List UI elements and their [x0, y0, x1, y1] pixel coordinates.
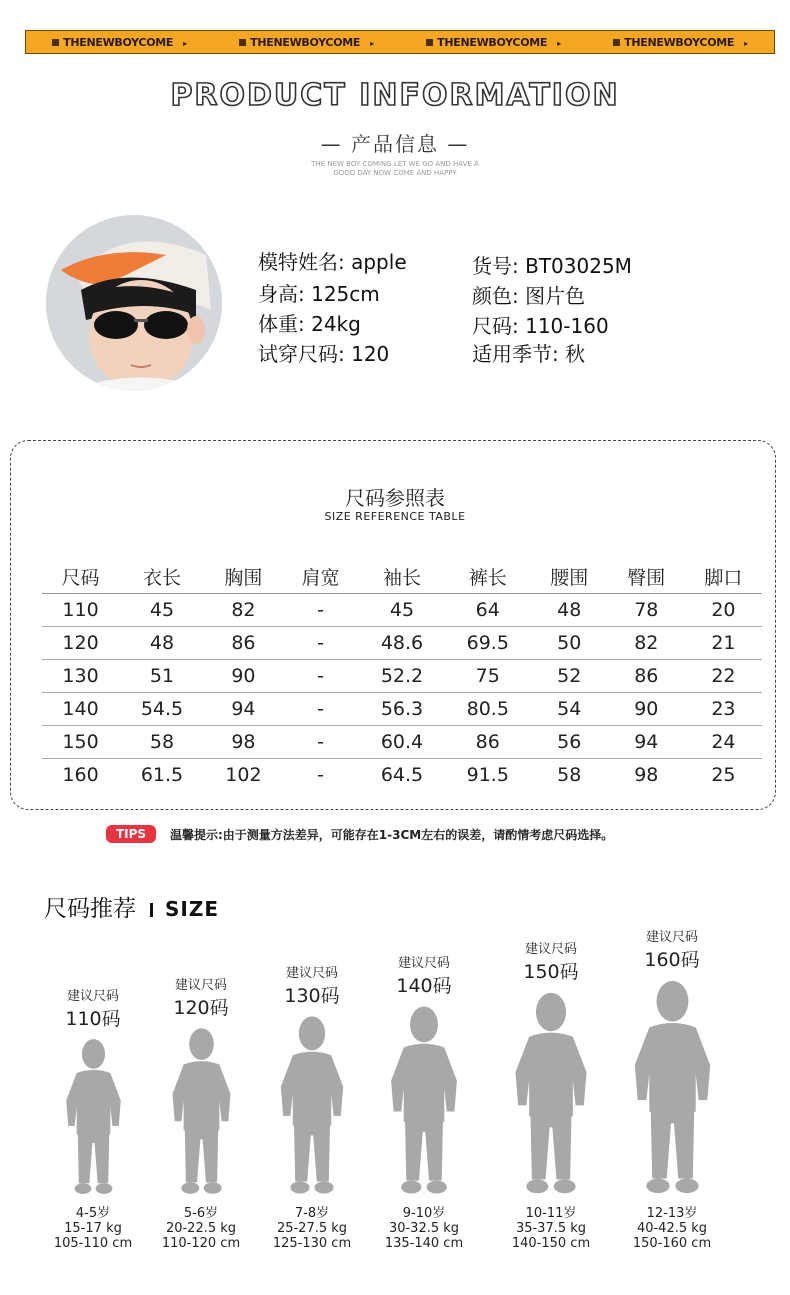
size-figure	[481, 938, 621, 1251]
size-figure	[602, 926, 742, 1251]
table-cell: 48	[531, 594, 608, 627]
table-cell: -	[282, 594, 359, 627]
tips-text: 温馨提示:由于测量方法差异，可能存在1-3CM左右的误差，请酌情考虑尺码选择。	[170, 828, 614, 842]
table-cell: 52	[531, 660, 608, 693]
tagline-line: GOOD DAY NOW COME AND HAPPY	[333, 169, 457, 177]
table-cell: 20	[685, 594, 762, 627]
triangle-icon: ▸	[370, 38, 374, 48]
table-cell: 52.2	[359, 660, 445, 693]
column-header: 衣长	[119, 560, 205, 594]
label: 模特姓名:	[258, 250, 345, 274]
table-cell: 78	[608, 594, 685, 627]
weight-range: 40-42.5 kg	[636, 1221, 708, 1236]
table-cell: 82	[205, 594, 282, 627]
suggest-label: 建议尺码	[645, 930, 698, 945]
age-range: 7-8岁	[294, 1206, 330, 1221]
weight-range: 30-32.5 kg	[388, 1221, 460, 1236]
child-silhouette-icon	[168, 1026, 235, 1196]
title-cn: 尺码推荐	[44, 896, 136, 922]
child-silhouette-icon	[629, 978, 716, 1196]
column-header: 袖长	[359, 560, 445, 594]
model-photo	[46, 215, 222, 391]
value: 125cm	[311, 282, 380, 306]
square-icon	[52, 39, 59, 46]
table-cell: 64	[445, 594, 531, 627]
square-icon	[613, 39, 620, 46]
label: 适用季节:	[472, 342, 559, 366]
label: 体重:	[258, 312, 305, 336]
banner-item	[426, 36, 561, 49]
banner-text: THENEWBOYCOME	[437, 35, 548, 49]
page-title: PRODUCT INFORMATION	[170, 78, 620, 113]
table-cell: -	[282, 660, 359, 693]
product-sku	[472, 250, 632, 279]
size-cell: 140	[42, 693, 119, 726]
size-table-subtitle: SIZE REFERENCE TABLE	[324, 510, 466, 523]
table-cell: 86	[608, 660, 685, 693]
size-cell: 160	[62, 764, 99, 786]
table-cell: 75	[445, 660, 531, 693]
table-cell: 94	[608, 726, 685, 759]
column-header: 裤长	[445, 560, 531, 594]
table-cell: 64.5	[380, 764, 424, 786]
weight-range: 35-37.5 kg	[515, 1221, 587, 1236]
banner-text: THENEWBOYCOME	[250, 35, 361, 49]
table-cell: -	[282, 693, 359, 726]
suggest-size: 130码	[284, 985, 340, 1007]
weight-range: 25-27.5 kg	[276, 1221, 348, 1236]
table-cell: 86	[445, 726, 531, 759]
child-silhouette-icon	[510, 990, 592, 1196]
size-recommend-title	[44, 890, 219, 923]
suggest-label: 建议尺码	[174, 978, 227, 993]
table-row	[42, 627, 762, 660]
table-cell: 45	[359, 594, 445, 627]
size-cell: 120	[42, 627, 119, 660]
height-range: 150-160 cm	[632, 1236, 712, 1251]
triangle-icon: ▸	[557, 38, 561, 48]
child-silhouette-icon	[276, 1014, 348, 1196]
age-range: 9-10岁	[402, 1206, 446, 1221]
table-cell: 50	[531, 627, 608, 660]
page-subtitle-cn: — 产品信息 —	[320, 132, 470, 156]
table-cell: 22	[685, 660, 762, 693]
model-weight	[258, 308, 361, 337]
child-silhouette-icon	[386, 1004, 462, 1196]
size-cell: 150	[42, 726, 119, 759]
top-banner	[25, 30, 775, 54]
suggest-size: 150码	[523, 961, 579, 983]
table-row	[42, 726, 762, 759]
suggest-size: 120码	[173, 997, 229, 1019]
table-cell: 51	[119, 660, 205, 693]
table-cell: 102	[225, 764, 262, 786]
height-range: 110-120 cm	[161, 1236, 241, 1251]
column-header: 腰围	[531, 560, 608, 594]
label: 试穿尺码:	[258, 342, 345, 366]
child-silhouette-icon	[62, 1037, 125, 1196]
table-row	[42, 693, 762, 726]
age-range: 5-6岁	[183, 1206, 219, 1221]
model-trial-size	[258, 338, 389, 367]
divider	[150, 903, 153, 917]
table-cell: 90	[608, 693, 685, 726]
suggest-label: 建议尺码	[285, 966, 338, 981]
product-size-range	[472, 310, 609, 339]
suggest-size: 160码	[644, 949, 700, 971]
value: 图片色	[525, 284, 586, 308]
banner-text: THENEWBOYCOME	[624, 35, 735, 49]
size-figure	[354, 952, 494, 1251]
page-tagline	[0, 160, 790, 178]
table-cell: 98	[205, 726, 282, 759]
value: 110-160	[525, 314, 609, 338]
label: 身高:	[258, 282, 305, 306]
table-cell: 91.5	[466, 764, 509, 786]
suggest-label: 建议尺码	[524, 942, 577, 957]
table-cell: 45	[119, 594, 205, 627]
table-cell: 94	[205, 693, 282, 726]
product-color	[472, 280, 585, 309]
table-cell: 80.5	[445, 693, 531, 726]
product-season	[472, 338, 585, 367]
banner-text: THENEWBOYCOME	[63, 35, 174, 49]
age-range: 12-13岁	[646, 1206, 698, 1221]
triangle-icon: ▸	[183, 38, 187, 48]
weight-range: 15-17 kg	[64, 1221, 122, 1236]
table-cell: 58	[119, 726, 205, 759]
value: 24kg	[311, 312, 361, 336]
suggest-label: 建议尺码	[397, 956, 450, 971]
table-cell: 56	[531, 726, 608, 759]
table-row	[42, 660, 762, 693]
label: 货号:	[472, 254, 519, 278]
triangle-icon: ▸	[744, 38, 748, 48]
label: 尺码:	[472, 314, 519, 338]
column-header: 臀围	[608, 560, 685, 594]
table-cell: 25	[711, 764, 736, 786]
square-icon	[239, 39, 246, 46]
table-cell: 58	[557, 764, 582, 786]
title-en: SIZE	[165, 897, 220, 921]
table-cell: -	[282, 726, 359, 759]
size-table	[42, 560, 762, 791]
table-cell: 54	[531, 693, 608, 726]
model-height	[258, 278, 380, 307]
banner-item	[613, 36, 748, 49]
age-range: 4-5岁	[75, 1206, 111, 1221]
height-range: 140-150 cm	[511, 1236, 591, 1251]
value: 秋	[565, 342, 586, 366]
table-cell: 23	[685, 693, 762, 726]
table-cell: 82	[608, 627, 685, 660]
column-header: 尺码	[42, 560, 119, 594]
value: BT03025M	[525, 254, 632, 278]
table-cell: 61.5	[140, 764, 184, 786]
column-header: 脚口	[685, 560, 762, 594]
table-cell: 86	[205, 627, 282, 660]
tips-badge: TIPS	[106, 825, 156, 843]
size-cell: 130	[42, 660, 119, 693]
table-cell: 24	[685, 726, 762, 759]
table-row	[42, 594, 762, 627]
height-range: 135-140 cm	[384, 1236, 464, 1251]
table-cell: 60.4	[359, 726, 445, 759]
weight-range: 20-22.5 kg	[165, 1221, 237, 1236]
height-range: 105-110 cm	[53, 1236, 133, 1251]
banner-item	[52, 36, 187, 49]
table-header-row	[42, 560, 762, 594]
table-cell: 56.3	[359, 693, 445, 726]
table-cell: 69.5	[445, 627, 531, 660]
height-range: 125-130 cm	[272, 1236, 352, 1251]
banner-item	[239, 36, 374, 49]
table-cell: 48	[119, 627, 205, 660]
tagline-line: THE NEW BOY COMING LET WE GO AND HAVE A	[311, 160, 479, 168]
suggest-size: 110码	[65, 1008, 121, 1030]
model-avatar	[46, 215, 222, 391]
table-cell: 48.6	[359, 627, 445, 660]
table-cell: 98	[634, 764, 659, 786]
age-range: 10-11岁	[525, 1206, 577, 1221]
column-header: 肩宽	[282, 560, 359, 594]
value: apple	[351, 250, 407, 274]
value: 120	[351, 342, 390, 366]
table-row	[42, 759, 762, 792]
square-icon	[426, 39, 433, 46]
table-cell: 54.5	[119, 693, 205, 726]
column-header: 胸围	[205, 560, 282, 594]
size-table-title: 尺码参照表	[345, 486, 445, 510]
table-cell: 21	[685, 627, 762, 660]
suggest-label: 建议尺码	[66, 989, 119, 1004]
table-cell: 90	[205, 660, 282, 693]
suggest-size: 140码	[396, 975, 452, 997]
model-name	[258, 246, 407, 275]
label: 颜色:	[472, 284, 519, 308]
table-cell: -	[282, 627, 359, 660]
size-cell: 110	[42, 594, 119, 627]
size-table-body	[42, 594, 762, 792]
table-cell: -	[317, 764, 324, 786]
